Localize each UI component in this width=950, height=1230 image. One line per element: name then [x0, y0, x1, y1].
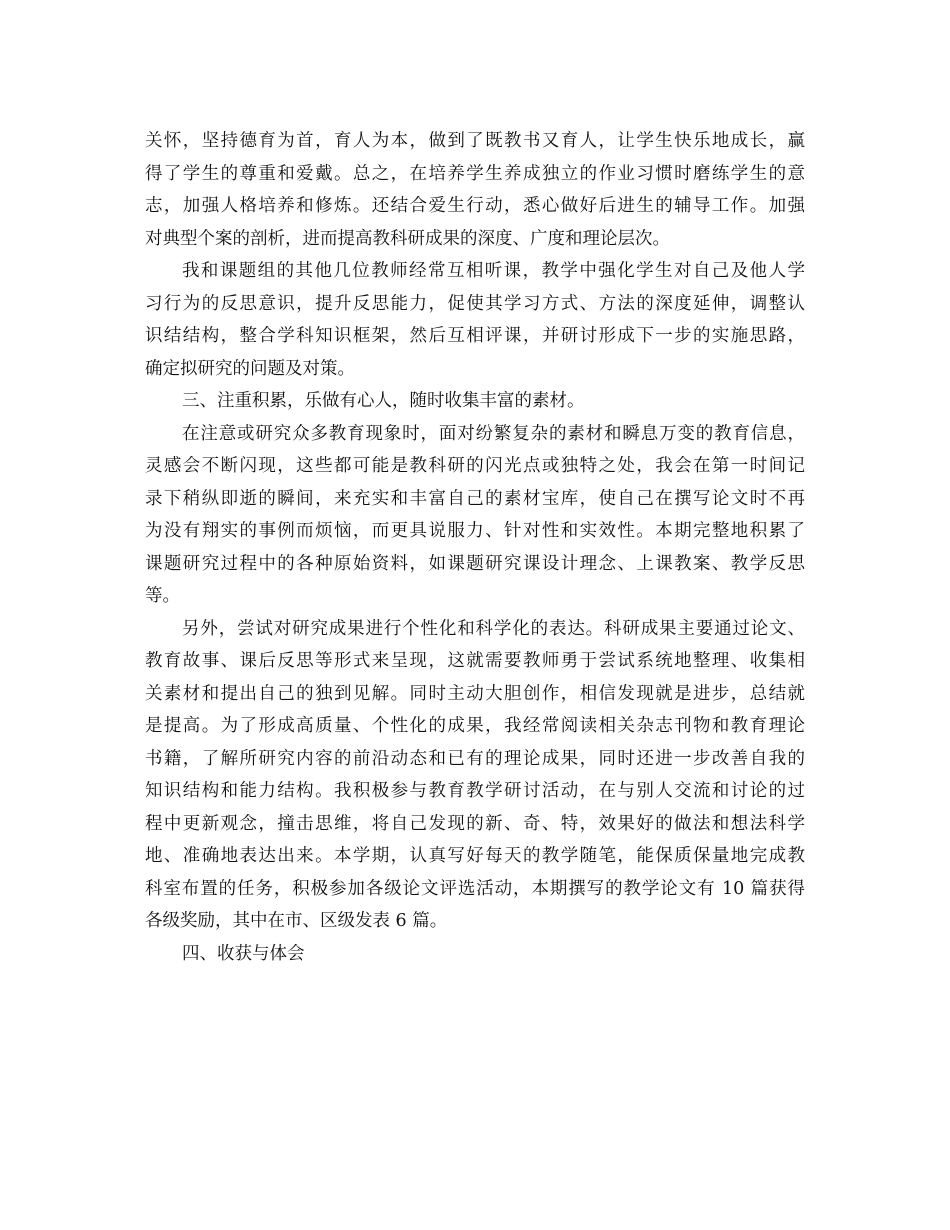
text-line: 识结结构，整合学科知识框架，然后互相评课，并研讨形成下一步的实施思路，	[145, 326, 805, 346]
text-line: 教育故事、课后反思等形式来呈现，这就需要教师勇于尝试系统地整理、收集相	[145, 651, 805, 671]
section-heading	[145, 385, 805, 418]
text-line: 志，加强人格培养和修炼。还结合爱生行动，悉心做好后进生的辅导工作。加强	[145, 196, 805, 216]
text-line: 灵感会不断闪现，这些都可能是教科研的闪光点或独特之处，我会在第一时间记	[145, 456, 805, 476]
text-line: 地、准确地表达出来。本学期，认真写好每天的教学随笔，能保质保量地完成教	[145, 846, 805, 866]
text-line: 对典型个案的剖析，进而提高教科研成果的深度、广度和理论层次。	[145, 228, 670, 249]
text-line: 等。	[145, 586, 180, 606]
document-body	[145, 125, 805, 970]
text-line: 课题研究过程中的各种原始资料，如课题研究课设计理念、上课教案、教学反思	[145, 553, 805, 574]
text-line: 在注意或研究众多教育现象时，面对纷繁复杂的素材和瞬息万变的教育信息，	[182, 423, 805, 444]
text-line: 各级奖励，其中在市、区级发表 6 篇。	[145, 911, 448, 931]
paragraph	[145, 125, 805, 255]
paragraph	[145, 418, 805, 613]
text-line: 书籍，了解所研究内容的前沿动态和已有的理论成果，同时还进一步改善自我的	[145, 748, 805, 769]
text-line: 另外，尝试对研究成果进行个性化和科学化的表达。科研成果主要通过论文、	[182, 618, 805, 639]
text-line: 得了学生的尊重和爱戴。总之，在培养学生养成独立的作业习惯时磨练学生的意	[145, 163, 805, 184]
paragraph	[145, 255, 805, 385]
text-line: 我和课题组的其他几位教师经常互相听课，教学中强化学生对自己及他人学	[182, 261, 805, 281]
text-line: 知识结构和能力结构。我积极参与教育教学研讨活动，在与别人交流和讨论的过	[145, 781, 805, 801]
text-line: 三、注重积累，乐做有心人，随时收集丰富的素材。	[182, 391, 585, 411]
text-line: 为没有翔实的事例而烦恼，而更具说服力、针对性和实效性。本期完整地积累了	[145, 521, 805, 541]
text-line: 四、收获与体会	[182, 943, 305, 964]
text-line: 习行为的反思意识，提升反思能力，促使其学习方式、方法的深度延伸，调整认	[145, 293, 805, 314]
text-line: 程中更新观念，撞击思维，将自己发现的新、奇、特，效果好的做法和想法科学	[145, 813, 805, 834]
text-line: 是提高。为了形成高质量、个性化的成果，我经常阅读相关杂志刊物和教育理论	[145, 716, 805, 736]
paragraph	[145, 613, 805, 938]
text-line: 关怀，坚持德育为首，育人为本，做到了既教书又育人，让学生快乐地成长，赢	[145, 131, 805, 151]
text-line: 科室布置的任务，积极参加各级论文评选活动，本期撰写的教学论文有 10 篇获得	[145, 878, 805, 899]
text-line: 关素材和提出自己的独到见解。同时主动大胆创作，相信发现就是进步，总结就	[145, 683, 805, 704]
text-line: 确定拟研究的问题及对策。	[145, 358, 355, 379]
section-heading	[145, 938, 805, 971]
text-line: 录下稍纵即逝的瞬间，来充实和丰富自己的素材宝库，使自己在撰写论文时不再	[145, 488, 805, 509]
